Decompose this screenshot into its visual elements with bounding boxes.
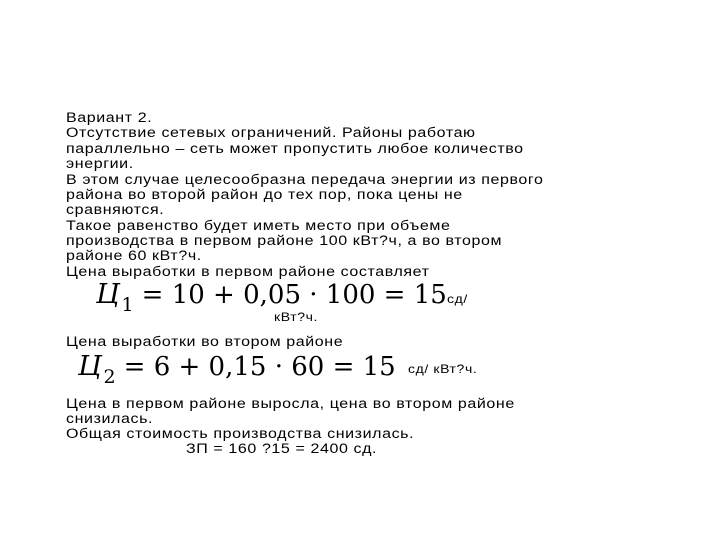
text-line: энергии. [66, 157, 134, 172]
formula-unit: кВт?ч. [274, 310, 318, 324]
text-line: Такое равенство будет иметь место при объеме [66, 219, 451, 234]
formula-unit: сд/ [447, 292, 468, 306]
formula-subscript: 2 [103, 366, 116, 388]
price2-intro: Цена выработки во втором районе [66, 335, 344, 350]
text-line: Цена в первом районе выросла, цена во втором районе [66, 397, 515, 412]
text-line: В этом случае целесообразна передача энергии из первого [66, 173, 544, 188]
formula-expression: = 6 + 0,15 · 60 = 15 [123, 352, 396, 382]
text-line: параллельно – сеть может пропустить любое количество [66, 142, 524, 157]
formula-price-2 [78, 351, 396, 388]
text-line: сравняются. [66, 203, 165, 218]
formula-unit: сд/ кВт?ч. [408, 362, 478, 376]
formula-symbol: Ц [78, 351, 102, 382]
text-line: производства в первом районе 100 кВт?ч, а во втором [66, 234, 503, 249]
formula-expression: = 10 + 0,05 · 100 = 15 [141, 280, 447, 310]
formula-price-1 [96, 279, 447, 316]
text-line: Общая стоимость производства снизилась. [66, 427, 415, 442]
formula-symbol: Ц [96, 279, 120, 310]
price1-intro: Цена выработки в первом районе составляет [66, 265, 430, 280]
text-line: районе 60 кВт?ч. [66, 249, 202, 264]
text-line: Отсутствие сетевых ограничений. Районы работаю [66, 126, 476, 141]
variant-heading: Вариант 2. [66, 111, 153, 126]
text-line: района во второй район до тех пор, пока цены не [66, 188, 463, 203]
text-line: снизилась. [66, 412, 154, 427]
formula-subscript: 1 [121, 294, 134, 316]
total-line: ЗП = 160 ?15 = 2400 сд. [186, 442, 378, 457]
